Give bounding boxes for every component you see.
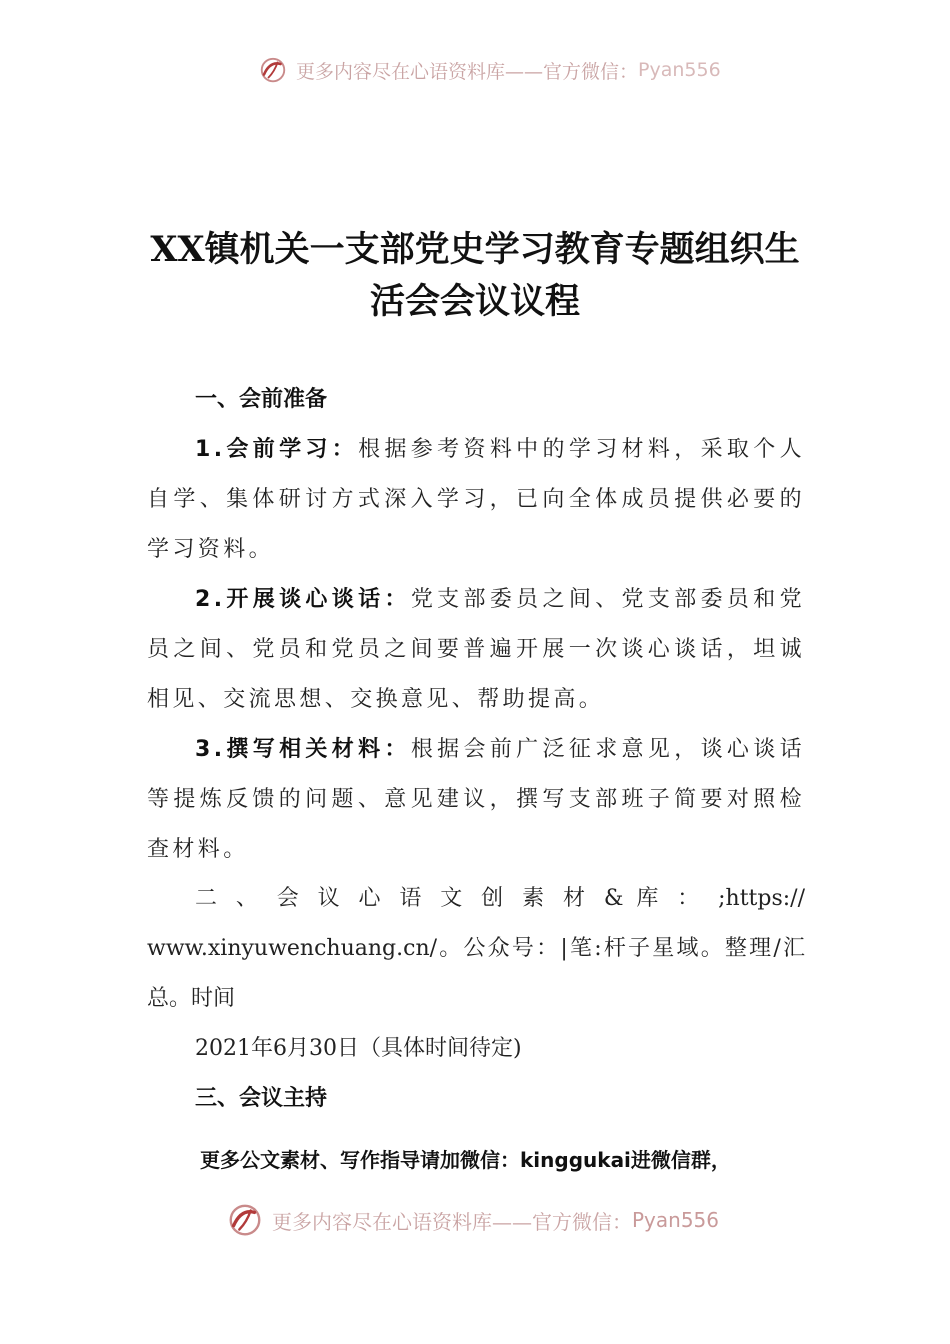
item-2-label: 2.开展谈心谈话： [195,587,411,612]
meeting-date: 2021年6月30日（具体时间待定) [195,1036,522,1061]
section-3-heading: 三、会议主持 [195,1086,328,1111]
header-watermark-text: 更多内容尽在心语资料库——官方微信： [296,60,639,83]
item-1-line-3: 学习资料。 [147,537,275,562]
item-1-text-1: 根据参考资料中的学习材料，采取个人 [358,437,805,462]
brand-logo-icon [258,55,288,85]
header-watermark [258,55,721,85]
item-1-label: 1.会前学习： [195,437,359,462]
item-3-line-2: 等提炼反馈的问题、意见建议，撰写支部班子简要对照检 [147,787,805,812]
footer-watermark [226,1200,719,1240]
footer-watermark-wechat: Pyan556 [632,1208,720,1232]
section-2-line-2: www.xinyuwenchuang.cn/。公众号：|笔:杆子星域。整理/汇 [147,936,805,961]
item-3-label: 3.撰写相关材料： [195,737,411,762]
document-title-line-2: 活会会议议程 [369,281,580,322]
header-watermark-wechat: Pyan556 [638,59,721,81]
item-3-text-1: 根据会前广泛征求意见，谈心谈话 [410,737,805,762]
item-3-line-3: 查材料。 [147,837,249,862]
section-1-heading: 一、会前准备 [195,387,328,412]
section-2-line-3: 总。时间 [147,986,236,1011]
footer-watermark-text: 更多内容尽在心语资料库——官方微信： [272,1209,632,1234]
brand-logo-icon [226,1201,264,1239]
item-2-text-1: 党支部委员之间、党支部委员和党 [410,587,805,612]
document-title-line-1: XX镇机关一支部党史学习教育专题组织生 [150,229,800,270]
item-1-line-2: 自学、集体研讨方式深入学习，已向全体成员提供必要的 [147,487,805,512]
section-2-line-1: 二 、 会 议 心 语 文 创 素 材 & 库 ： ;https:// [195,886,805,911]
item-1-line-1 [195,425,805,475]
promo-note: 更多公文素材、写作指导请加微信：kinggukai进微信群， [200,1148,731,1172]
item-2-line-2: 员之间、党员和党员之间要普遍开展一次谈心谈话，坦诚 [147,637,805,662]
item-2-line-3: 相见、交流思想、交换意见、帮助提高。 [147,687,605,712]
item-2-line-1 [195,575,805,625]
item-3-line-1 [195,725,805,775]
